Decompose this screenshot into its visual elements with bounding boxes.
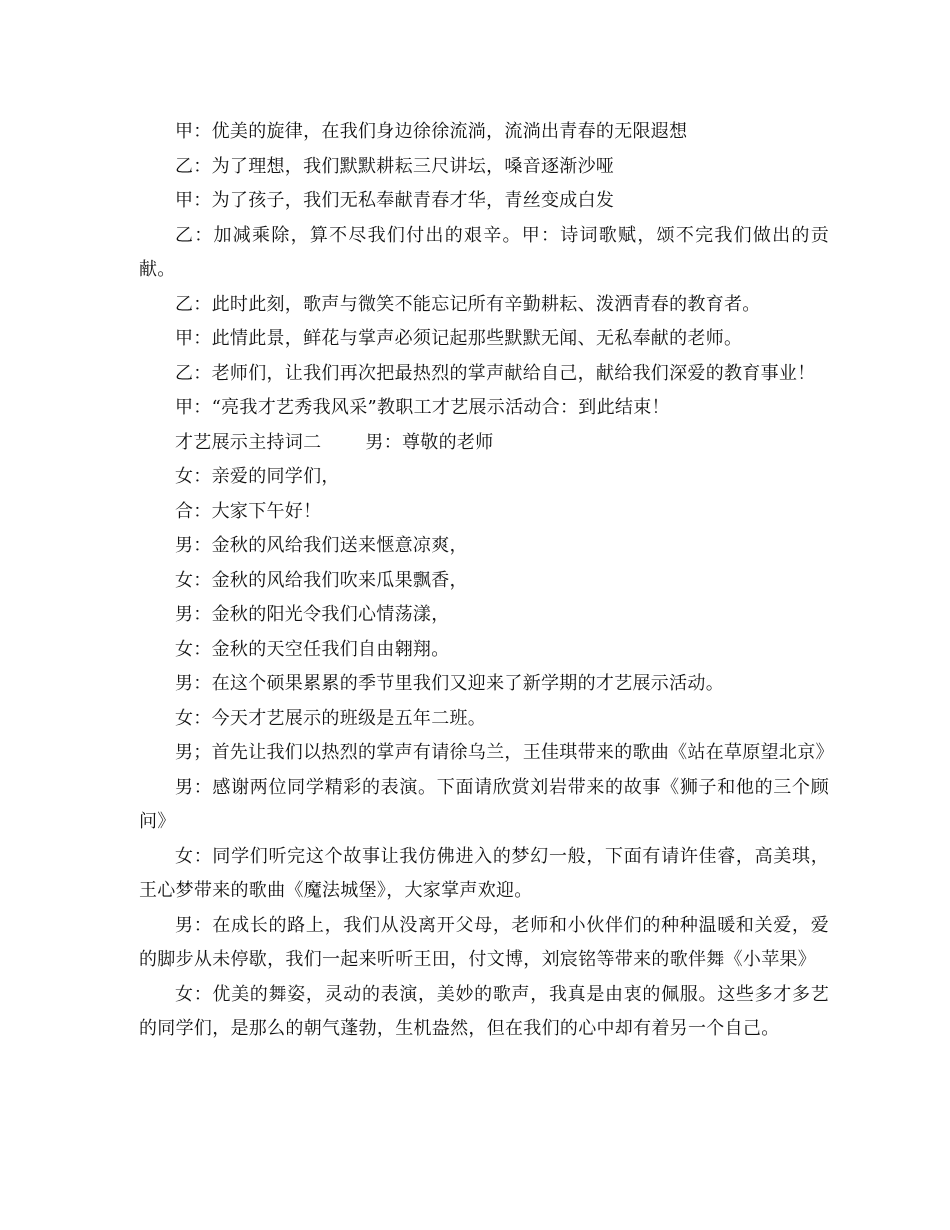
paragraph-18: 男：感谢两位同学精彩的表演。下面请欣赏刘岩带来的故事《狮子和他的三个顾问》 (139, 776, 829, 832)
paragraph-15: 男：在这个硕果累累的季节里我们又迎来了新学期的才艺展示活动。 (175, 673, 724, 694)
paragraph-17: 男；首先让我们以热烈的掌声有请徐乌兰，王佳琪带来的歌曲《站在草原望北京》 (175, 742, 834, 763)
paragraph-7: 乙：老师们，让我们再次把最热烈的掌声献给自己，献给我们深爱的教育事业！ (175, 362, 816, 384)
section-title: 才艺展示主持词二 (175, 431, 322, 453)
section-heading-line (139, 426, 829, 461)
paragraph-8: 甲：“亮我才艺秀我风采”教职工才艺展示活动合：到此结束！ (175, 397, 670, 418)
section-first-line: 男：尊敬的老师 (365, 431, 494, 453)
paragraph-14: 女：金秋的天空任我们自由翱翔。 (175, 638, 450, 660)
paragraph-2: 乙：为了理想，我们默默耕耘三尺讲坛，嗓音逐渐沙哑 (175, 155, 615, 177)
paragraph-19: 女：同学们听完这个故事让我仿佛进入的梦幻一般，下面有请许佳睿，高美琪，王心梦带来的歌曲《魔法城堡》，大家掌声欢迎。 (139, 845, 829, 901)
paragraph-16: 女：今天才艺展示的班级是五年二班。 (175, 707, 487, 729)
paragraph-20: 男：在成长的路上，我们从没离开父母，老师和小伙伴们的种种温暖和关爱，爱的脚步从未停歇，我们一起来听听王田，付文博，刘宸铭等带来的歌伴舞《小苹果》 (139, 914, 829, 970)
paragraph-6: 甲：此情此景，鲜花与掌声必须记起那些默默无闻、无私奉献的老师。 (175, 328, 743, 349)
paragraph-12: 女：金秋的风给我们吹来瓜果飘香， (175, 569, 468, 591)
paragraph-9: 女：亲爱的同学们， (175, 466, 340, 487)
paragraph-13: 男：金秋的阳光令我们心情荡漾， (175, 604, 450, 625)
paragraph-11: 男：金秋的风给我们送来惬意凉爽， (175, 535, 468, 556)
paragraph-4: 乙：加减乘除，算不尽我们付出的艰辛。甲：诗词歌赋，颂不完我们做出的贡献。 (139, 224, 829, 280)
paragraph-21: 女：优美的舞姿，灵动的表演，美妙的歌声，我真是由衷的佩服。这些多才多艺的同学们，是那么的朝气蓬勃，生机盎然，但在我们的心中却有着另一个自己。 (139, 983, 829, 1039)
paragraph-3: 甲：为了孩子，我们无私奉献青春才华，青丝变成白发 (175, 190, 615, 211)
paragraph-10: 合：大家下午好！ (175, 500, 322, 522)
paragraph-1: 甲：优美的旋律，在我们身边徐徐流淌，流淌出青春的无限遐想 (175, 121, 688, 142)
document-body (139, 115, 834, 1047)
paragraph-5: 乙：此时此刻，歌声与微笑不能忘记所有辛勤耕耘、泼洒青春的教育者。 (175, 293, 761, 315)
